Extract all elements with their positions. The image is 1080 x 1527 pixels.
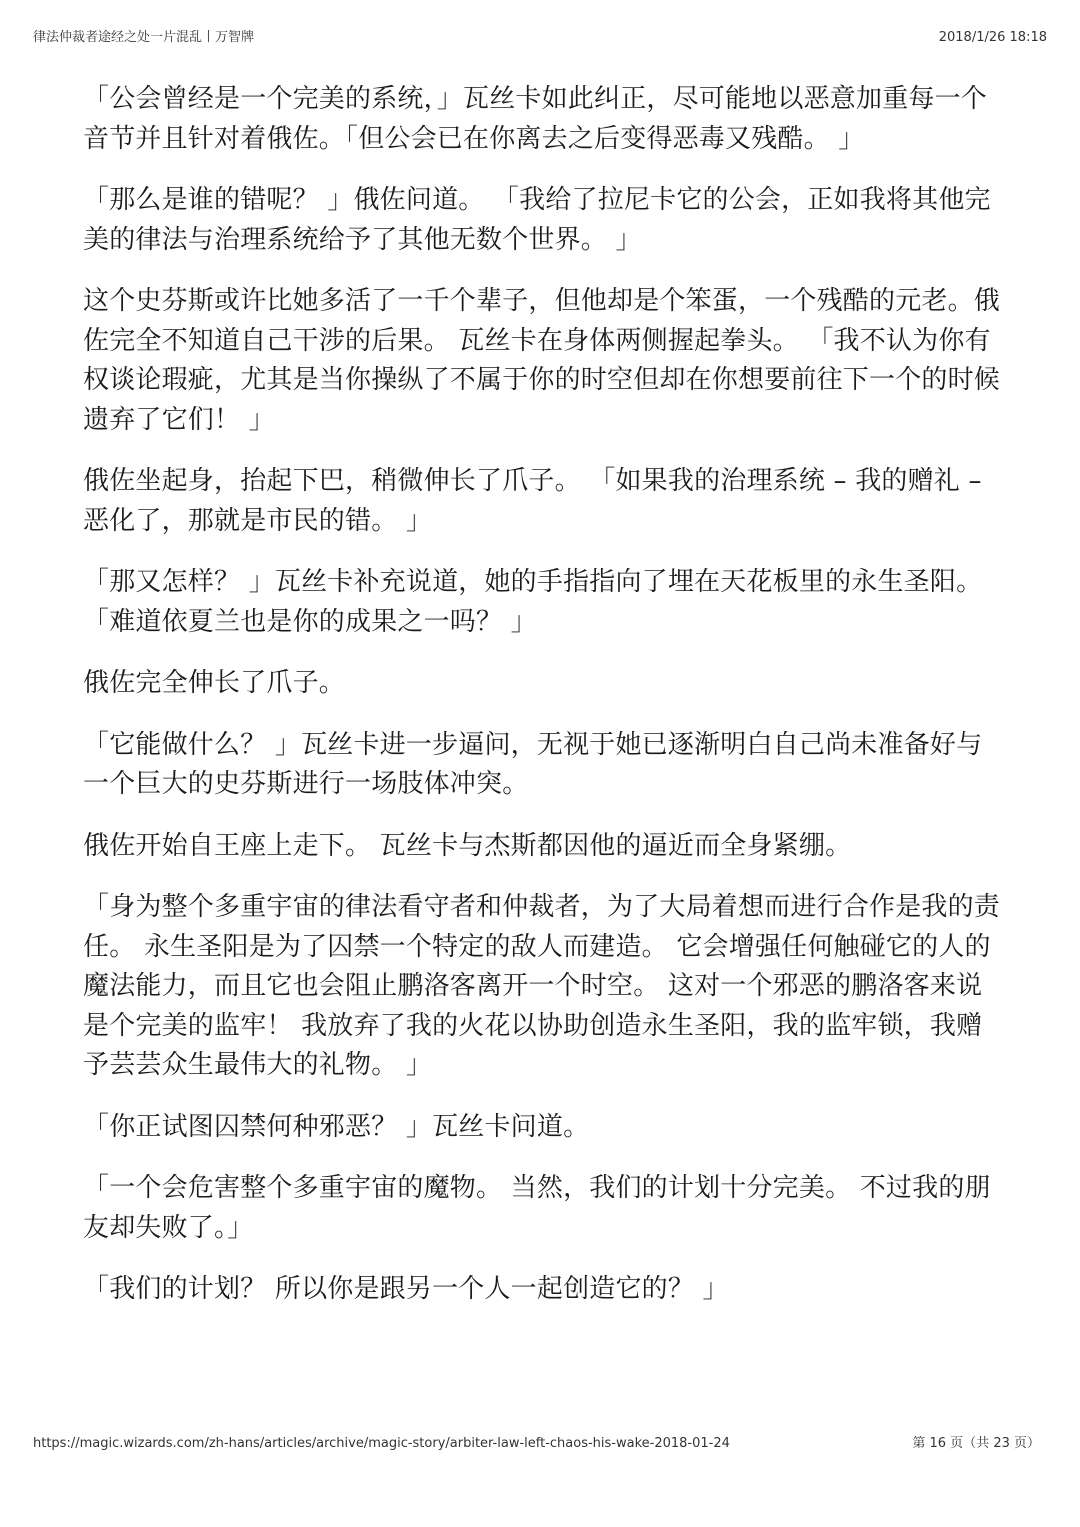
paragraph: 「公会曾经是一个完美的系统，」瓦丝卡如此纠正，尽可能地以恶意加重每一个音节并且针对着俄佐。「但公会已在你离去之后变得恶毒又残酷。 」	[83, 84, 988, 154]
paragraph: 这个史芬斯或许比她多活了一千个辈子，但他却是个笨蛋，一个残酷的元老。俄佐完全不知道自己干涉的后果。 瓦丝卡在身体两侧握起拳头。 「我不认为你有权谈论瑕疵，尤其是当你操纵了不属于你的时空但却在你想要前往下一个的时候遗弃了它们！ 」	[83, 286, 1001, 435]
paragraph: 「一个会危害整个多重宇宙的魔物。 当然，我们的计划十分完美。 不过我的朋友却失败了。」	[83, 1173, 991, 1243]
paragraph: 「它能做什么？ 」瓦丝卡进一步逼问，无视于她已逐渐明白自己尚未准备好与一个巨大的史芬斯进行一场肢体冲突。	[83, 729, 983, 799]
paragraph: 俄佐完全伸长了爪子。	[83, 668, 346, 698]
paragraph: 俄佐开始自王座上走下。 瓦丝卡与杰斯都因他的逼近而全身紧绷。	[83, 830, 852, 861]
article-body	[83, 80, 1003, 1332]
paragraph: 俄佐坐起身，抬起下巴，稍微伸长了爪子。 「如果我的治理系统 – 我的赠礼 – 恶化了，那就是市民的错。 」	[83, 466, 982, 536]
paragraph: 「我们的计划？ 所以你是跟另一个人一起创造它的？ 」	[83, 1274, 729, 1304]
paragraph: 「那么是谁的错呢？ 」俄佐问道。 「我给了拉尼卡它的公会，正如我将其他完美的律法与治理系统给予了其他无数个世界。 」	[83, 185, 991, 255]
page-header-datetime: 2018/1/26 18:18	[938, 30, 1047, 45]
page-footer-page-number: 第 16 页（共 23 页）	[912, 1436, 1040, 1451]
paragraph: 「那又怎样？ 」瓦丝卡补充说道，她的手指指向了埋在天花板里的永生圣阳。 「难道依夏兰也是你的成果之一吗？ 」	[83, 567, 983, 637]
page-header-title: 律法仲裁者途经之处一片混乱丨万智牌	[33, 30, 255, 45]
page-footer-url[interactable]: https://magic.wizards.com/zh-hans/articles/archive/magic-story/arbiter-law-left-chaos-his-wake-2018-01-24	[33, 1436, 730, 1451]
paragraph: 「你正试图囚禁何种邪恶？ 」瓦丝卡问道。	[83, 1111, 590, 1142]
paragraph: 「身为整个多重宇宙的律法看守者和仲裁者，为了大局着想而进行合作是我的责任。 永生圣阳是为了囚禁一个特定的敌人而建造。 它会增强任何触碰它的人的魔法能力，而且它也会阻止鹏洛客离开一个时空。 这对一个邪恶的鹏洛客来说是个完美的监牢！ 我放弃了我的火花以协助创造永生圣阳，我的监牢锁，我赠予芸芸众生最伟大的礼物。 」	[83, 892, 1001, 1080]
